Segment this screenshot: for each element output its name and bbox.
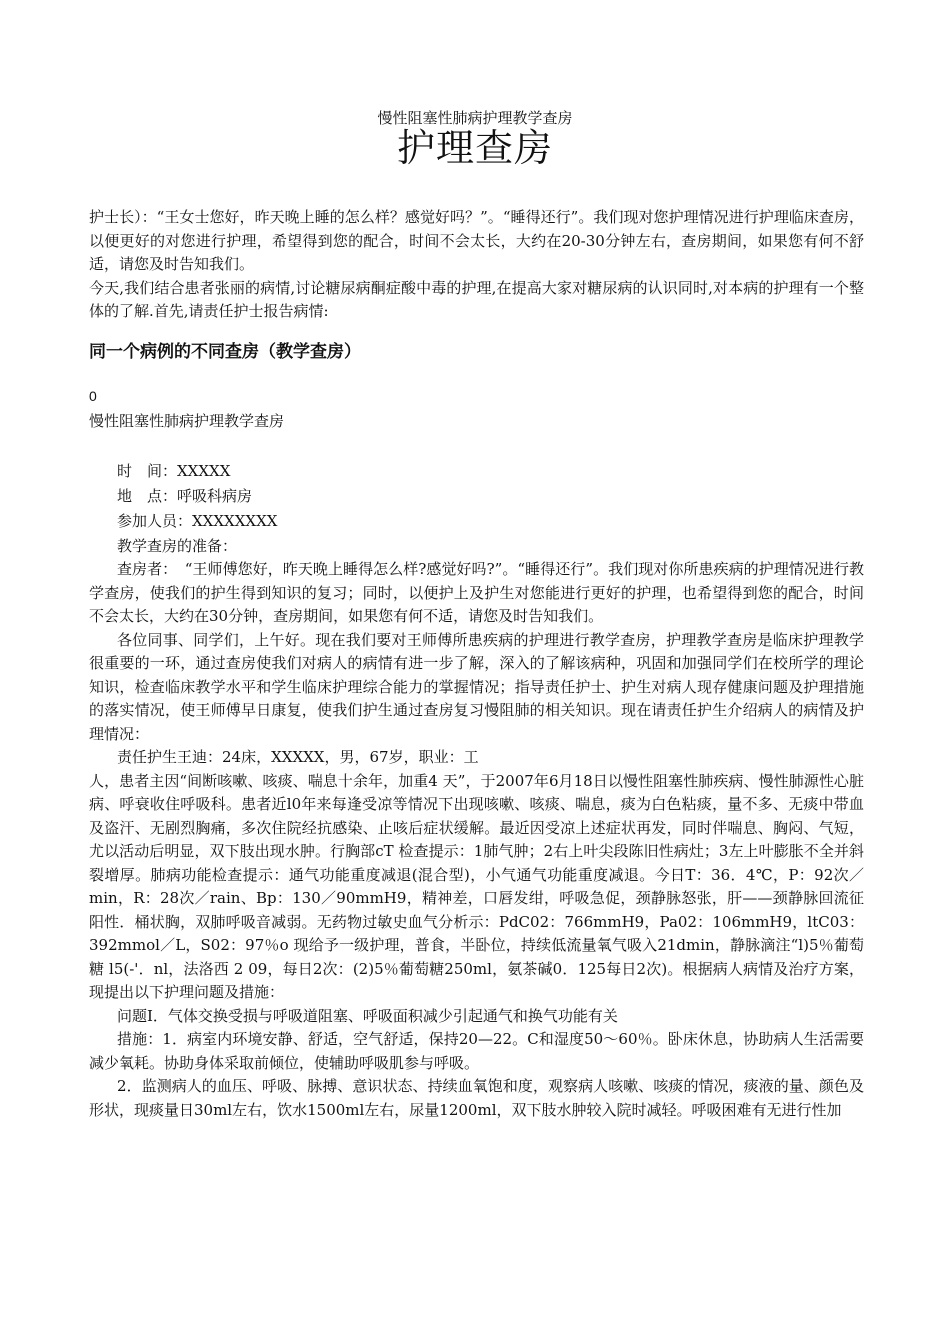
paragraph-report-first-line: 责任护生王迪：24床，XXXXX，男，67岁，职业：工 [117, 748, 479, 766]
section-subtitle: 慢性阻塞性肺病护理教学查房 [89, 412, 285, 430]
meta-time: 时 间：XXXXX [117, 462, 231, 480]
section-heading: 同一个病例的不同查房（教学查房） [89, 342, 361, 362]
intro-paragraph-head-nurse: 护士长）：“王女士您好，昨天晚上睡的怎么样？感觉好吗？”。“睡得还行”。我们现对您护理情况进行护理临床查房，以便更好的对您进行护理，希望得到您的配合，时间不会太长，大约在20-30分钟左右，查房期间，如果您有何不舒适，请您及时告知我们。 [89, 208, 864, 273]
paragraph-problem: 问题I．气体交换受损与呼吸道阻塞、呼吸面积减少引起通气和换气功能有关 [117, 1006, 618, 1025]
paragraph-inquirer: 查房者： “王师傅您好，昨天晚上睡得怎么样?感觉好吗?”。“睡得还行”。我们现对你所患疾病的护理情况进行教学查房，使我们的护生得到知识的复习；同时，以便护上及护生对您能进行更好的护理，也希望得到您的配合，时间不会太长，大约在30分钟，查房期间，如果您有何不适，请您及时告知我们。 [89, 560, 864, 625]
document-subtitle: 慢性阻塞性肺病护理教学查房 [377, 109, 573, 127]
paragraph-measure-2: 2．监测病人的血压、呼吸、脉搏、意识状态、持续血氧饱和度，观察病人咳嗽、咳痰的情况，痰液的量、颜色及形状，现痰量日30ml左右，饮水1500ml左右，尿量1200ml，双下肢水肿较入院时减轻。呼吸困难有无进行性加 [89, 1077, 864, 1119]
paragraph-measure-1: 措施：1．病室内环境安静、舒适，空气舒适，保持20—22。C和湿度50～60％。卧床休息，协助病人生活需要减少氧耗。协助身体采取前倾位，使辅助呼吸肌参与呼吸。 [89, 1030, 864, 1072]
intro-section [89, 206, 864, 324]
meta-place: 地 点：呼吸科病房 [117, 487, 253, 505]
page-number: 0 [89, 388, 97, 404]
meta-preparation: 教学查房的准备： [117, 537, 238, 555]
paragraph-report-body: 人，患者主因“间断咳嗽、咳痰、喘息十余年，加重4 天”，于2007年6月18日以慢性阻塞性肺疾病、慢性肺源性心脏病、呼衰收住呼吸科。患者近l0年来每逢受凉等情况下出现咳嗽、咳痰、喘息，痰为白色粘痰，量不多、无痰中带血及盗汗、无剧烈胸痛，多次住院经抗感染、止咳后症状缓解。最近因受凉上述症状再发，同时伴喘息、胸闷、气短，尤以活动后明显，双下肢出现水肿。行胸部cT 检查提示：1肺气肿；2右上叶尖段陈旧性病灶；3左上叶膨胀不全并斜裂增厚。肺病功能检查提示：通气功能重度减退(混合型)，小气通气功能重度减退。今日T：36．4℃，P：92次／min，R：28次／rain、Bp：130／90mmH9，精神差，口唇发绀，呼吸急促，颈静脉怒张，肝——颈静脉回流征阳性．桶状胸，双肺呼吸音减弱。无药物过敏史血气分析示：PdC02：766mmH9，Pa02：106mmH9，ltC03：392mmol／L，S02：97％o 现给予一级护理，普食，半卧位，持续低流量氧气吸入21dmin，静脉滴注“l)5％葡萄糖 l5(-'．nl，法洛西 2 09，每日2次：(2)5％葡萄糖250ml，氨茶碱0．125每日2次)。根据病人病情及治疗方案，现提出以下护理问题及措施： [89, 771, 864, 1001]
meta-participants: 参加人员：XXXXXXXX [117, 512, 278, 530]
document-title: 护理查房 [396, 126, 553, 170]
intro-paragraph-today: 今天,我们结合患者张丽的病情,讨论糖尿病酮症酸中毒的护理,在提高大家对糖尿病的认识同时,对本病的护理有一个整体的了解.首先,请责任护士报告病情: [89, 278, 864, 320]
paragraph-greeting: 各位同事、同学们，上午好。现在我们要对王师傅所患疾病的护理进行教学查房，护理教学查房是临床护理教学很重要的一环，通过查房使我们对病人的病情有进一步了解，深入的了解该病种，巩固和加强同学们在校所学的理论知识，检查临床教学水平和学生临床护理综合能力的掌握情况；指导责任护士、护生对病人现存健康问题及护理措施的落实情况，使王师傅早日康复，使我们护生通过查房复习慢阻肺的相关知识。现在请责任护生介绍病人的病情及护理情况： [89, 630, 864, 743]
main-content [89, 558, 864, 1122]
